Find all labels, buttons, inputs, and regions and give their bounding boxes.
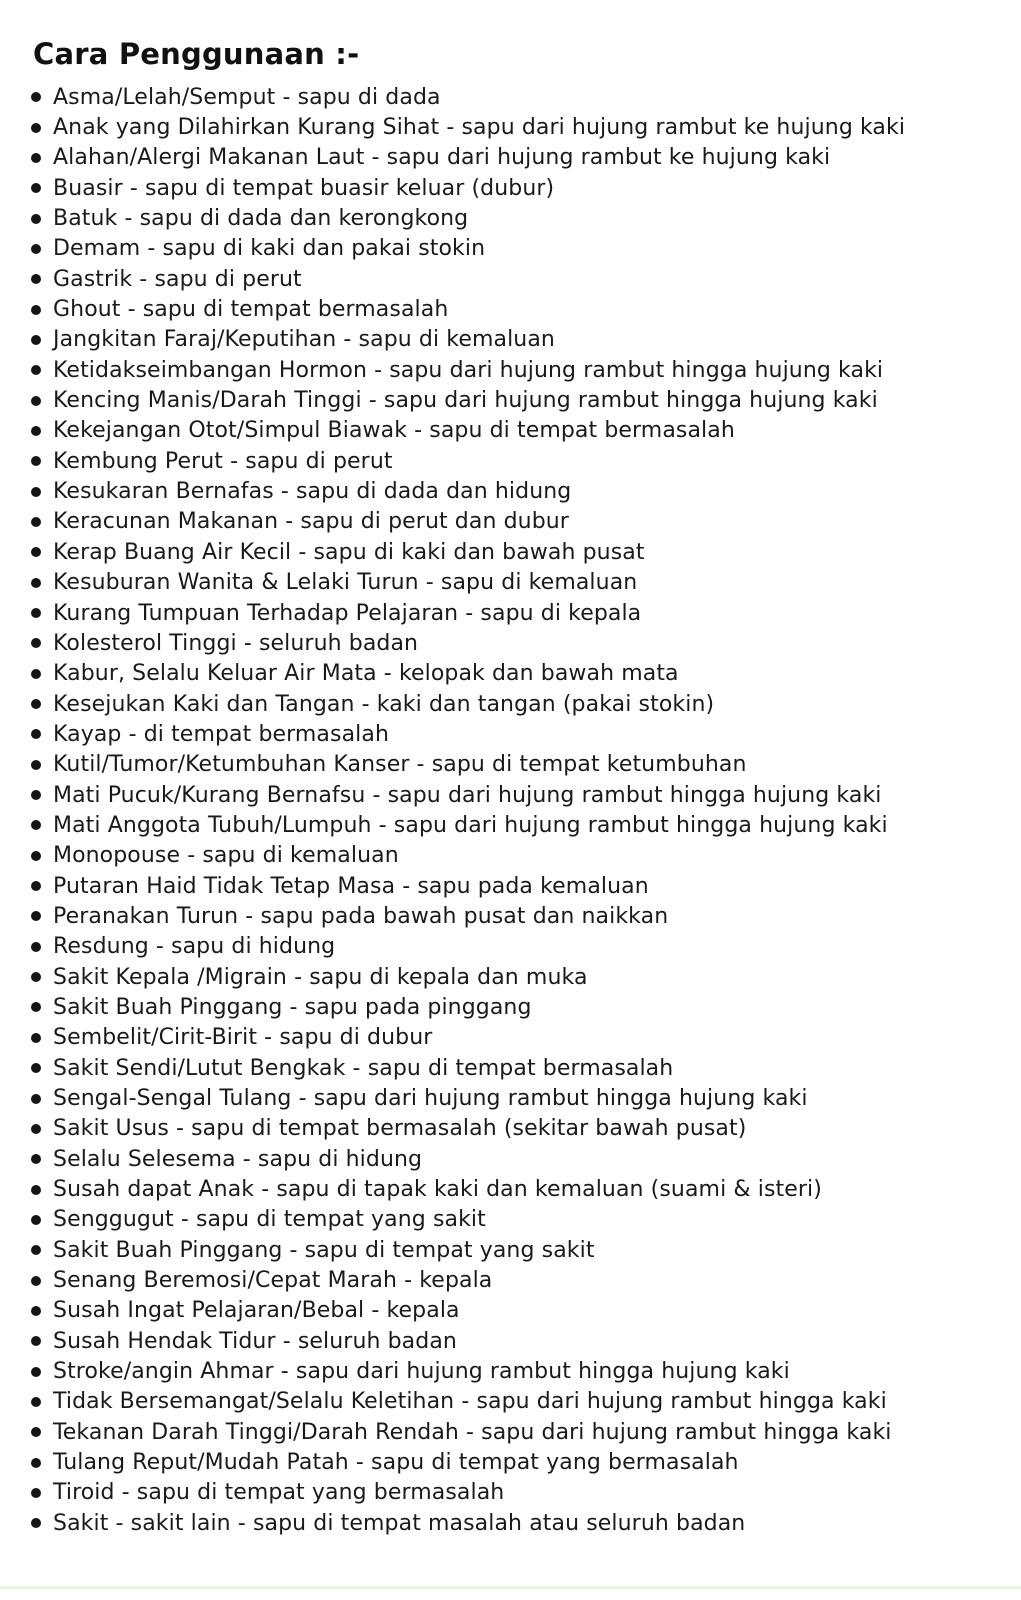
bullet-icon [31, 1033, 41, 1043]
list-item [30, 203, 1015, 233]
bullet-icon [31, 1397, 41, 1407]
list-item [30, 1144, 1015, 1174]
list-item [30, 598, 1015, 628]
usage-list [30, 82, 1015, 1539]
bullet-icon [31, 1458, 41, 1468]
bullet-icon [31, 153, 41, 163]
list-item-text: Kembung Perut - sapu di perut [53, 448, 393, 474]
list-item-text: Senggugut - sapu di tempat yang sakit [53, 1207, 486, 1233]
list-item-text: Senang Beremosi/Cepat Marah - kepala [53, 1268, 493, 1294]
list-item [30, 416, 1015, 446]
bullet-icon [31, 851, 41, 861]
list-item [30, 1417, 1015, 1447]
bullet-icon [31, 881, 41, 891]
bullet-icon [31, 183, 41, 193]
bullet-icon [31, 699, 41, 709]
list-item [30, 294, 1015, 324]
bullet-icon [31, 517, 41, 527]
bullet-icon [31, 578, 41, 588]
bullet-icon [31, 790, 41, 800]
list-item [30, 1387, 1015, 1417]
list-item-text: Susah Hendak Tidur - seluruh badan [53, 1328, 457, 1354]
list-item-text: Kesejukan Kaki dan Tangan - kaki dan tangan (pakai stokin) [53, 691, 715, 717]
bullet-icon [31, 1367, 41, 1377]
bullet-icon [31, 942, 41, 952]
bullet-icon [31, 1245, 41, 1255]
list-item-text: Monopouse - sapu di kemaluan [53, 843, 399, 869]
list-item-text: Ghout - sapu di tempat bermasalah [53, 297, 449, 323]
list-item-text: Tidak Bersemangat/Selalu Keletihan - sapu dari hujung rambut hingga kaki [53, 1389, 887, 1415]
list-item [30, 385, 1015, 415]
bullet-icon [31, 608, 41, 618]
list-item-text: Kesukaran Bernafas - sapu di dada dan hidung [53, 479, 572, 505]
bullet-icon [31, 669, 41, 679]
list-item-text: Kekejangan Otot/Simpul Biawak - sapu di tempat bermasalah [53, 418, 735, 444]
list-item [30, 507, 1015, 537]
list-item-text: Sembelit/Cirit-Birit - sapu di dubur [53, 1025, 433, 1051]
list-item [30, 1235, 1015, 1265]
list-item-text: Batuk - sapu di dada dan kerongkong [53, 206, 469, 232]
list-item [30, 1053, 1015, 1083]
list-item-text: Ketidakseimbangan Hormon - sapu dari hujung rambut hingga hujung kaki [53, 357, 884, 383]
list-item [30, 325, 1015, 355]
bullet-icon [31, 1427, 41, 1437]
bullet-icon [31, 760, 41, 770]
bullet-icon [31, 426, 41, 436]
list-item-text: Kurang Tumpuan Terhadap Pelajaran - sapu di kepala [53, 600, 642, 626]
list-item [30, 962, 1015, 992]
list-item-text: Sengal-Sengal Tulang - sapu dari hujung rambut hingga hujung kaki [53, 1086, 808, 1112]
list-item [30, 568, 1015, 598]
bullet-icon [31, 214, 41, 224]
list-item [30, 1447, 1015, 1477]
bullet-icon [31, 972, 41, 982]
bullet-icon [31, 365, 41, 375]
bottom-divider [0, 1586, 1021, 1589]
list-item-text: Tulang Reput/Mudah Patah - sapu di tempat yang bermasalah [53, 1450, 739, 1476]
bullet-icon [31, 123, 41, 133]
list-item-text: Buasir - sapu di tempat buasir keluar (dubur) [53, 175, 555, 201]
list-item-text: Susah Ingat Pelajaran/Bebal - kepala [53, 1298, 460, 1324]
list-item [30, 628, 1015, 658]
list-item-text: Anak yang Dilahirkan Kurang Sihat - sapu dari hujung rambut ke hujung kaki [53, 115, 906, 141]
list-item-text: Sakit Sendi/Lutut Bengkak - sapu di tempat bermasalah [53, 1055, 674, 1081]
bullet-icon [31, 1154, 41, 1164]
list-item [30, 810, 1015, 840]
page-title: Cara Penggunaan :- [33, 37, 360, 71]
bullet-icon [31, 305, 41, 315]
list-item-text: Kayap - di tempat bermasalah [53, 721, 389, 747]
list-item [30, 871, 1015, 901]
list-item-text: Asma/Lelah/Semput - sapu di dada [53, 84, 441, 110]
bullet-icon [31, 1094, 41, 1104]
list-item-text: Kerap Buang Air Kecil - sapu di kaki dan bawah pusat [53, 539, 645, 565]
list-item [30, 1265, 1015, 1295]
list-item [30, 143, 1015, 173]
list-item-text: Kesuburan Wanita & Lelaki Turun - sapu di kemaluan [53, 570, 638, 596]
list-item-text: Tiroid - sapu di tempat yang bermasalah [53, 1480, 505, 1506]
list-item-text: Tekanan Darah Tinggi/Darah Rendah - sapu dari hujung rambut hingga kaki [53, 1419, 892, 1445]
list-item-text: Peranakan Turun - sapu pada bawah pusat dan naikkan [53, 903, 669, 929]
bullet-icon [31, 1002, 41, 1012]
list-item [30, 264, 1015, 294]
list-item [30, 780, 1015, 810]
list-item-text: Sakit Buah Pinggang - sapu pada pinggang [53, 994, 532, 1020]
list-item [30, 841, 1015, 871]
list-item-text: Demam - sapu di kaki dan pakai stokin [53, 236, 486, 262]
bullet-icon [31, 820, 41, 830]
list-item-text: Selalu Selesema - sapu di hidung [53, 1146, 423, 1172]
list-item-text: Kencing Manis/Darah Tinggi - sapu dari hujung rambut hingga hujung kaki [53, 388, 878, 414]
bullet-icon [31, 1336, 41, 1346]
list-item [30, 1508, 1015, 1538]
list-item [30, 446, 1015, 476]
bullet-icon [31, 1063, 41, 1073]
list-item-text: Kabur, Selalu Keluar Air Mata - kelopak dan bawah mata [53, 661, 679, 687]
bullet-icon [31, 1185, 41, 1195]
list-item [30, 1205, 1015, 1235]
bullet-icon [31, 1276, 41, 1286]
list-item-text: Susah dapat Anak - sapu di tapak kaki dan kemaluan (suami & isteri) [53, 1177, 822, 1203]
list-item [30, 719, 1015, 749]
list-item [30, 1478, 1015, 1508]
list-item-text: Mati Anggota Tubuh/Lumpuh - sapu dari hujung rambut hingga hujung kaki [53, 812, 888, 838]
bullet-icon [31, 638, 41, 648]
list-item-text: Mati Pucuk/Kurang Bernafsu - sapu dari hujung rambut hingga hujung kaki [53, 782, 882, 808]
list-item-text: Sakit Buah Pinggang - sapu di tempat yang sakit [53, 1237, 595, 1263]
list-item [30, 112, 1015, 142]
bullet-icon [31, 1488, 41, 1498]
list-item-text: Alahan/Alergi Makanan Laut - sapu dari hujung rambut ke hujung kaki [53, 145, 831, 171]
list-item [30, 1083, 1015, 1113]
list-item-text: Sakit Usus - sapu di tempat bermasalah (sekitar bawah pusat) [53, 1116, 747, 1142]
bullet-icon [31, 92, 41, 102]
list-item-text: Jangkitan Faraj/Keputihan - sapu di kemaluan [53, 327, 555, 353]
list-item-text: Gastrik - sapu di perut [53, 266, 302, 292]
list-item [30, 1356, 1015, 1386]
bullet-icon [31, 456, 41, 466]
bullet-icon [31, 487, 41, 497]
bullet-icon [31, 1215, 41, 1225]
list-item-text: Putaran Haid Tidak Tetap Masa - sapu pada kemaluan [53, 873, 649, 899]
list-item [30, 1114, 1015, 1144]
list-item [30, 932, 1015, 962]
list-item [30, 992, 1015, 1022]
list-item-text: Kolesterol Tinggi - seluruh badan [53, 630, 419, 656]
list-item [30, 750, 1015, 780]
list-item [30, 689, 1015, 719]
bullet-icon [31, 1306, 41, 1316]
list-item [30, 234, 1015, 264]
bullet-icon [31, 335, 41, 345]
list-item [30, 476, 1015, 506]
list-item-text: Keracunan Makanan - sapu di perut dan dubur [53, 509, 569, 535]
list-item [30, 1174, 1015, 1204]
list-item [30, 82, 1015, 112]
list-item [30, 659, 1015, 689]
list-item [30, 1023, 1015, 1053]
list-item-text: Kutil/Tumor/Ketumbuhan Kanser - sapu di tempat ketumbuhan [53, 752, 747, 778]
list-item-text: Resdung - sapu di hidung [53, 934, 336, 960]
list-item-text: Stroke/angin Ahmar - sapu dari hujung rambut hingga hujung kaki [53, 1359, 790, 1385]
bullet-icon [31, 274, 41, 284]
bullet-icon [31, 547, 41, 557]
bullet-icon [31, 729, 41, 739]
bullet-icon [31, 396, 41, 406]
list-item [30, 537, 1015, 567]
list-item [30, 1296, 1015, 1326]
bullet-icon [31, 911, 41, 921]
bullet-icon [31, 1518, 41, 1528]
list-item [30, 173, 1015, 203]
bullet-icon [31, 1124, 41, 1134]
list-item [30, 1326, 1015, 1356]
list-item-text: Sakit - sakit lain - sapu di tempat masalah atau seluruh badan [53, 1510, 746, 1536]
bullet-icon [31, 244, 41, 254]
list-item [30, 901, 1015, 931]
list-item-text: Sakit Kepala /Migrain - sapu di kepala dan muka [53, 964, 588, 990]
list-item [30, 355, 1015, 385]
